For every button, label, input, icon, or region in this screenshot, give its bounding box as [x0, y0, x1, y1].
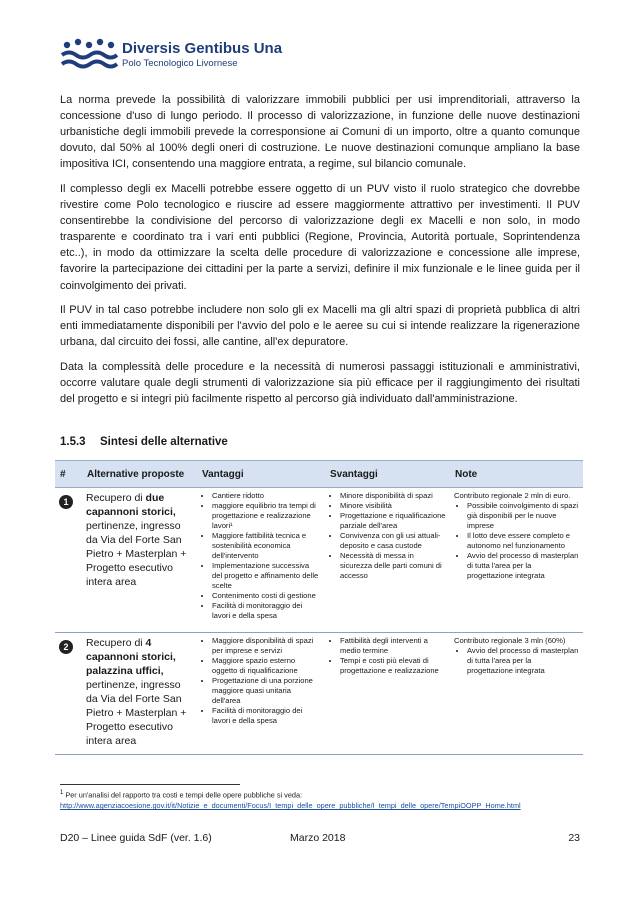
- footer-document-id: D20 – Linee guida SdF (ver. 1.6): [60, 832, 212, 844]
- alternatives-table: [55, 460, 583, 755]
- alternative-highlight: 4 capannoni storici, palazzina uffici,: [86, 637, 176, 677]
- body-text: [60, 92, 580, 416]
- list-item: • Il lotto deve essere completo e autonomo nel funzionamento: [467, 531, 579, 551]
- section-number: 1.5.3: [60, 436, 86, 448]
- document-header: [60, 36, 360, 72]
- row-number-badge: 1: [59, 495, 73, 509]
- list-item: • Progettazione e riqualificazione parziale dell'area: [340, 511, 446, 531]
- list-item: • Contenimento costi di gestione: [212, 591, 321, 601]
- note-cell: [450, 633, 583, 755]
- list-item: • Maggiore disponibilità di spazi per imprese e servizi: [212, 636, 321, 656]
- list-item: • Maggiore fattibilità tecnica e sostenibilità economica dell'intervento: [212, 531, 321, 561]
- footnote-divider: [60, 784, 240, 785]
- table-row: [55, 488, 583, 633]
- vantaggi-cell: [197, 633, 325, 755]
- note-cell: [450, 488, 583, 633]
- table-header-row: [55, 461, 583, 488]
- list-item: • Fattibilità degli interventi a medio termine: [340, 636, 446, 656]
- logo-icon: [60, 36, 118, 72]
- footnote-text: Per un'analisi del rapporto tra costi e tempi delle opere pubbliche si veda:: [65, 790, 303, 800]
- list-item: • Convivenza con gli usi attuali-deposito e casa custode: [340, 531, 446, 551]
- list-item: • Progettazione di una porzione maggiore quasi unitaria dell'area: [212, 676, 321, 706]
- header-note: Note: [450, 461, 583, 488]
- list-item: • Necessità di messa in sicurezza delle parti comuni di accesso: [340, 551, 446, 581]
- section-title: Sintesi delle alternative: [100, 436, 228, 448]
- list-item: • Cantiere ridotto: [212, 491, 321, 501]
- list-item: • Tempi e costi più elevati di progettazione e realizzazione: [340, 656, 446, 676]
- brand-title: Diversis Gentibus Una: [122, 40, 283, 57]
- svantaggi-list: [329, 491, 446, 581]
- list-item: • Maggiore spazio esterno oggetto di riqualificazione: [212, 656, 321, 676]
- footnote-marker: 1: [60, 790, 64, 796]
- paragraph: Il PUV in tal caso potrebbe includere non solo gli ex Macelli ma gli altri spazi di proprietà pubblica di altri enti immediatamente disponibili per l'avvio del polo e le aeree su cui si intende realizzare la rigenerazione urbana, dal circuito dei fossi, alle cantine, all'ex depuratore.: [60, 304, 580, 349]
- note-intro: Contributo regionale 2 mln di euro.: [454, 491, 571, 500]
- list-item: • Minore visibilità: [340, 501, 446, 511]
- list-item: • Avvio del processo di masterplan di tutta l'area per la progettazione integrata: [467, 551, 579, 581]
- note-intro: Contributo regionale 3 mln (60%): [454, 636, 566, 645]
- footnote: [60, 788, 600, 811]
- note-list: [454, 646, 579, 676]
- list-item: • Possibile coinvolgimento di spazi già disponibili per le nuove imprese: [467, 501, 579, 531]
- paragraph: Data la complessità delle procedure e la necessità di numerosi passaggi istituzionali e amministrativi, occorre valutare quale degli strumenti di valorizzazione sia più efficace per il raggiungimento dei risultati del progetto e si integri più facilmente rispetto al percorso già individuato dall'amministrazione.: [60, 360, 580, 406]
- vantaggi-list: [201, 491, 321, 621]
- header-alternatives: Alternative proposte: [82, 461, 197, 488]
- row-number-badge: 2: [59, 640, 73, 654]
- list-item: • Implementazione successiva del progetto e affinamento delle scelte: [212, 561, 321, 591]
- svantaggi-cell: [325, 633, 450, 755]
- list-item: • maggiore equilibrio tra tempi di progettazione e realizzazione lavori¹: [212, 501, 321, 531]
- footnote-link[interactable]: http://www.agenziacoesione.gov.it/it/Notizie_e_documenti/Focus/I_tempi_delle_opere_pubbliche/I_tempi_delle_opere/TempiOOPP_Home.html: [60, 801, 521, 811]
- table-row: [55, 633, 583, 755]
- footer-date: Marzo 2018: [290, 832, 346, 844]
- section-heading: [60, 436, 228, 448]
- page-number: 23: [568, 832, 580, 844]
- alternative-highlight: due capannoni storici,: [86, 492, 176, 518]
- list-item: • Avvio del processo di masterplan di tutta l'area per la progettazione integrata: [467, 646, 579, 676]
- header-svantaggi: Svantaggi: [325, 461, 450, 488]
- vantaggi-list: [201, 636, 321, 726]
- list-item: • Facilità di monitoraggio dei lavori e della spesa: [212, 601, 321, 621]
- paragraph: La norma prevede la possibilità di valorizzare immobili pubblici per usi imprenditoriali, attraverso la concessione d'uso di lungo periodo. Il processo di valorizzazione, in funzione delle nuove destinazioni urbanistiche degli immobili prevede la corresponsione ai Comuni di un importo, oltre a quanto comunque dovuto, dal 50% al 100% degli oneri di costruzione. Le nuove destinazioni comunque ampliano la base impositiva ICI, consentendo una maggiore entrata, a regime, sul bilancio comunale.: [60, 94, 580, 171]
- header-vantaggi: Vantaggi: [197, 461, 325, 488]
- list-item: • Facilità di monitoraggio dei lavori e della spesa: [212, 706, 321, 726]
- vantaggi-cell: [197, 488, 325, 633]
- svantaggi-list: [329, 636, 446, 676]
- alternative-cell: Recupero di due capannoni storici, pertinenze, ingresso da Via del Forte San Pietro + Masterplan + Progetto esecutivo intera area: [82, 488, 197, 633]
- list-item: • Minore disponibilità di spazi: [340, 491, 446, 501]
- note-list: [454, 501, 579, 581]
- brand-subtitle: Polo Tecnologico Livornese: [122, 58, 238, 69]
- alternative-cell: Recupero di 4 capannoni storici, palazzina uffici, pertinenze, ingresso da Via del Forte San Pietro + Masterplan + Progetto esecutivo intera area: [82, 633, 197, 755]
- svantaggi-cell: [325, 488, 450, 633]
- header-num: #: [55, 461, 82, 488]
- paragraph: Il complesso degli ex Macelli potrebbe essere oggetto di un PUV visto il ruolo strategico che dovrebbe rivestire come Polo tecnologico e riuscire ad essere maggiormente attrattivo per investimenti. Il PUV consentirebbe la condivisione del percorso di valorizzazione degli ex Macelli e non solo, in modo trasparente e coordinato tra i vari enti pubblici (Regione, Provincia, Autorità portuale, Soprintendenza etc..), in modo da ottimizzare la scelta delle procedure di valorizzazione e concessione alle imprese, favorire la partecipazione dei cittadini per la parte a servizi, definire il mix funzionale e le linee guida per il coinvolgimento dei privati.: [60, 182, 580, 292]
